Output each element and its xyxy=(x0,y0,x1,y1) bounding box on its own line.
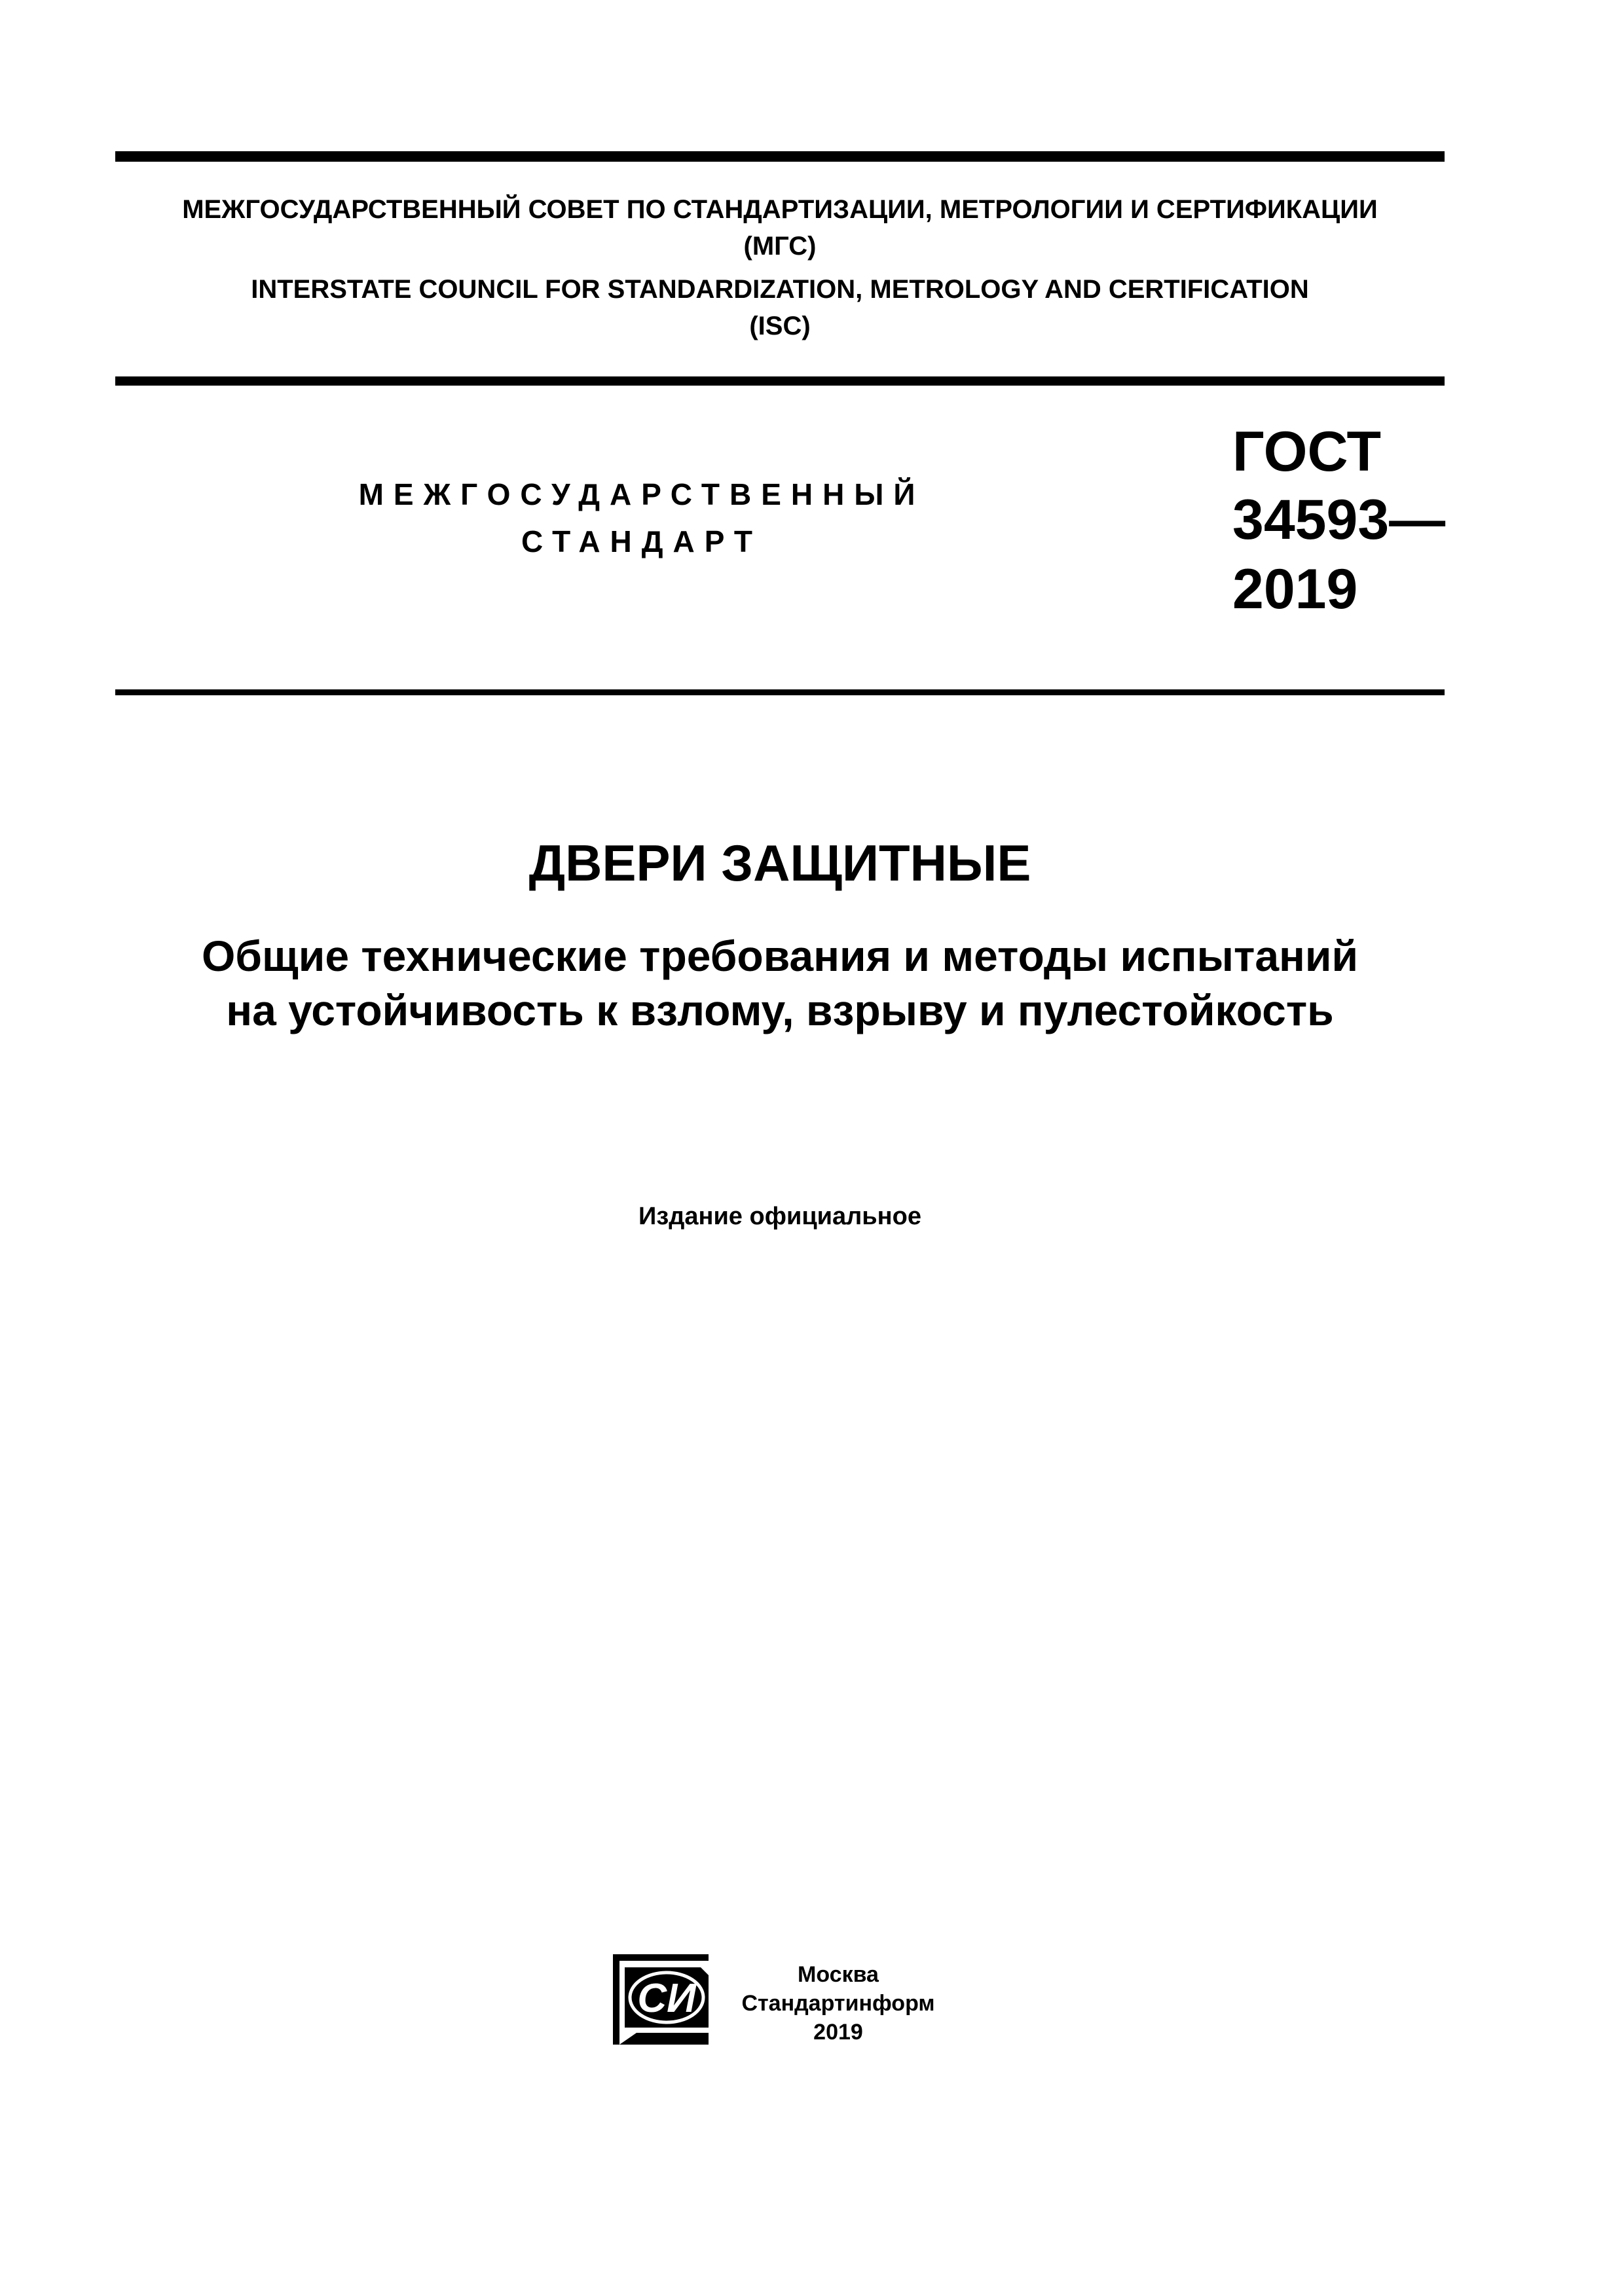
publisher-year: 2019 xyxy=(813,2020,863,2045)
document-subtitle-line-2: на устойчивость к взлому, взрыву и пулестойкость xyxy=(226,986,1334,1034)
document-subtitle-line-1: Общие технические требования и методы испытаний xyxy=(201,932,1359,980)
council-abbr-en: (ISC) xyxy=(749,312,811,340)
svg-text:СИ: СИ xyxy=(637,1976,696,2021)
publisher-city: Москва xyxy=(798,1962,879,1987)
gost-number: 34593— xyxy=(1232,488,1446,551)
gost-year: 2019 xyxy=(1232,558,1358,621)
council-name-en: INTERSTATE COUNCIL FOR STANDARDIZATION, METROLOGY AND CERTIFICATION xyxy=(251,275,1309,304)
standard-type-line-2: СТАНДАРТ xyxy=(521,524,762,558)
title-divider xyxy=(115,689,1445,695)
council-name-ru: МЕЖГОСУДАРСТВЕННЫЙ СОВЕТ ПО СТАНДАРТИЗАЦИИ, МЕТРОЛОГИИ И СЕРТИФИКАЦИИ xyxy=(182,195,1378,224)
header-divider xyxy=(115,376,1445,386)
gost-label: ГОСТ xyxy=(1232,420,1382,483)
document-title: ДВЕРИ ЗАЩИТНЫЕ xyxy=(528,834,1031,892)
publisher-name: Стандартинформ xyxy=(741,1991,935,2016)
standard-type-line-1: МЕЖГОСУДАРСТВЕННЫЙ xyxy=(358,477,925,511)
edition-label: Издание официальное xyxy=(638,1203,921,1230)
top-divider xyxy=(115,151,1445,162)
standartinform-logo-icon xyxy=(610,1949,715,2050)
council-abbr-ru: (МГС) xyxy=(743,232,817,261)
